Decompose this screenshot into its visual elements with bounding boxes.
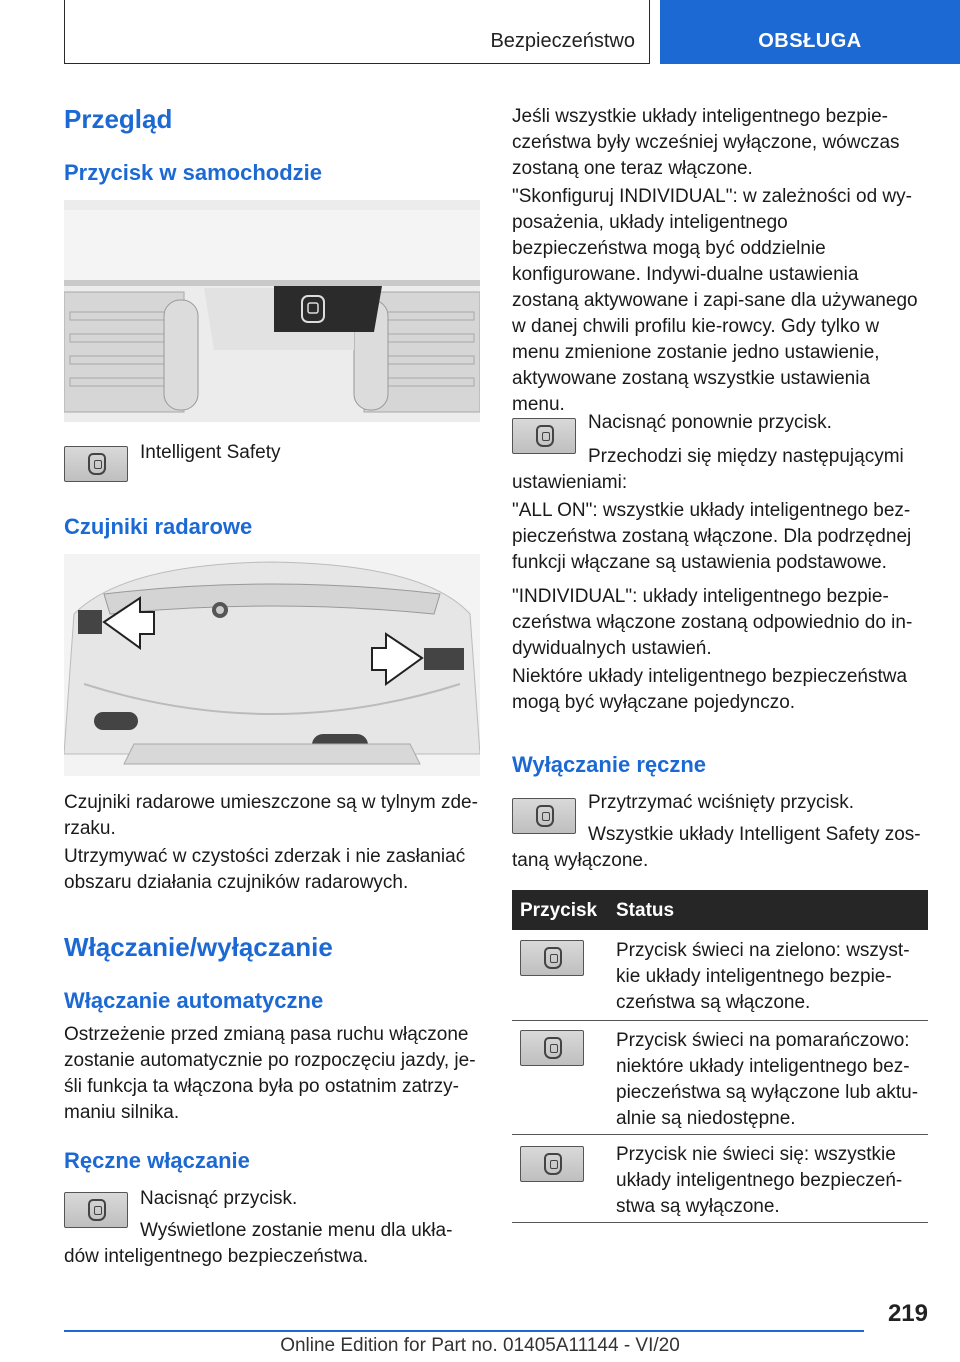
- heading-overview: Przegląd: [64, 104, 173, 134]
- footer-rule: [64, 1330, 864, 1332]
- hold-step: Przytrzymać wciśnięty przycisk.: [588, 792, 855, 813]
- chapter-tab[interactable]: [660, 0, 960, 64]
- right-paragraph-1: Jeśli wszystkie układy inteligentnego bezpie-czeństwa były wcześniej wyłączone, wówczas zostaną one teraz włączone.: [512, 106, 900, 179]
- table-divider: [512, 1134, 928, 1135]
- heading-button-in-car: Przycisk w samochodzie: [64, 160, 322, 185]
- auto-paragraph: Ostrzeżenie przed zmianą pasa ruchu włączone zostanie automatycznie po rozpoczęciu jazdy, je-śli funkcja ta włączona była po ostatnim zatrzy-maniu silnika.: [64, 1024, 476, 1123]
- status-orange-button-icon: [520, 1030, 584, 1066]
- edition-text: Online Edition for Part no. 01405A11144 - VI/20: [280, 1335, 680, 1356]
- page-number: 219: [887, 1300, 928, 1327]
- car-rear-radar-photo: [64, 554, 480, 776]
- heading-on-off: Włączanie/wyłączanie: [64, 932, 333, 962]
- section-title: Bezpieczeństwo: [490, 30, 635, 52]
- status-row-orange: Przycisk świeci na pomarańczowo: niektóre układy inteligentnego bez-pieczeństwa są wyłączone lub aktu-alnie są niedostępne.: [616, 1030, 919, 1129]
- heading-auto-on: Włączanie automatyczne: [64, 988, 324, 1013]
- radar-paragraph-2: Utrzymywać w czystości zderzak i nie zasłaniać obszaru działania czujników radarowych.: [64, 846, 466, 893]
- table-divider: [512, 1222, 928, 1223]
- cycles-text: Przechodzi się między następującymi ustawieniami:: [512, 446, 904, 493]
- intelligent-safety-button-icon: [64, 446, 128, 482]
- status-row-green: Przycisk świeci na zielono: wszyst-kie układy inteligentnego bezpie-czeństwa są włączone.: [616, 940, 910, 1013]
- radar-paragraph-1: Czujniki radarowe umieszczone są w tylnym zde-rzaku.: [64, 792, 478, 839]
- header-frame: [64, 0, 650, 64]
- manual-on-step: Nacisnąć przycisk.: [140, 1188, 298, 1209]
- status-off-button-icon: [520, 1146, 584, 1182]
- individual-text: "INDIVIDUAL": układy inteligentnego bezpie-czeństwa włączone zostaną odpowiednio do in-dywidualnych ustawień.: [512, 586, 913, 659]
- table-divider: [512, 1020, 928, 1021]
- status-table-header: [512, 890, 928, 930]
- all-on-text: "ALL ON": wszystkie układy inteligentnego bez-pieczeństwa zostaną włączone. Dla podrzędnej funkcji włączane są ustawienia podstawowe.: [512, 500, 912, 573]
- col-header-button: Przycisk: [520, 900, 598, 921]
- status-green-button-icon: [520, 940, 584, 976]
- status-row-off: Przycisk nie świeci się: wszystkie układy inteligentnego bezpieczeń-stwa są wyłączone.: [616, 1144, 903, 1217]
- heading-manual-on: Ręczne włączanie: [64, 1148, 250, 1173]
- manual-on-result: Wyświetlone zostanie menu dla ukła-dów inteligentnego bezpieczeństwa.: [64, 1220, 453, 1267]
- press-again-step: Nacisnąć ponownie przycisk.: [588, 412, 832, 433]
- dashboard-button-photo: [64, 200, 480, 422]
- all-off-result: Wszystkie układy Intelligent Safety zos-taną wyłączone.: [512, 824, 921, 871]
- col-header-status: Status: [616, 900, 675, 921]
- right-paragraph-individual-config: "Skonfiguruj INDIVIDUAL": w zależności od wy-posażenia, układy inteligentnego bezpieczeństwa mogą być oddzielnie konfigurowane. Indywi-dualne ustawienia zostaną aktywowane i zapi-sane dla używanego w danej chwili profilu kie-rowcy. Gdy tylko w menu zmienione zostanie jedno ustawienie, aktywowane zostaną wszystkie ustawienia menu.: [512, 186, 918, 415]
- some-off-text: Niektóre układy inteligentnego bezpieczeństwa mogą być wyłączane pojedynczo.: [512, 666, 908, 713]
- heading-manual-off: Wyłączanie ręczne: [512, 752, 707, 777]
- button-caption: Intelligent Safety: [140, 442, 281, 463]
- heading-radar-sensors: Czujniki radarowe: [64, 514, 253, 539]
- chapter-tab-label: OBSŁUGA: [758, 30, 862, 52]
